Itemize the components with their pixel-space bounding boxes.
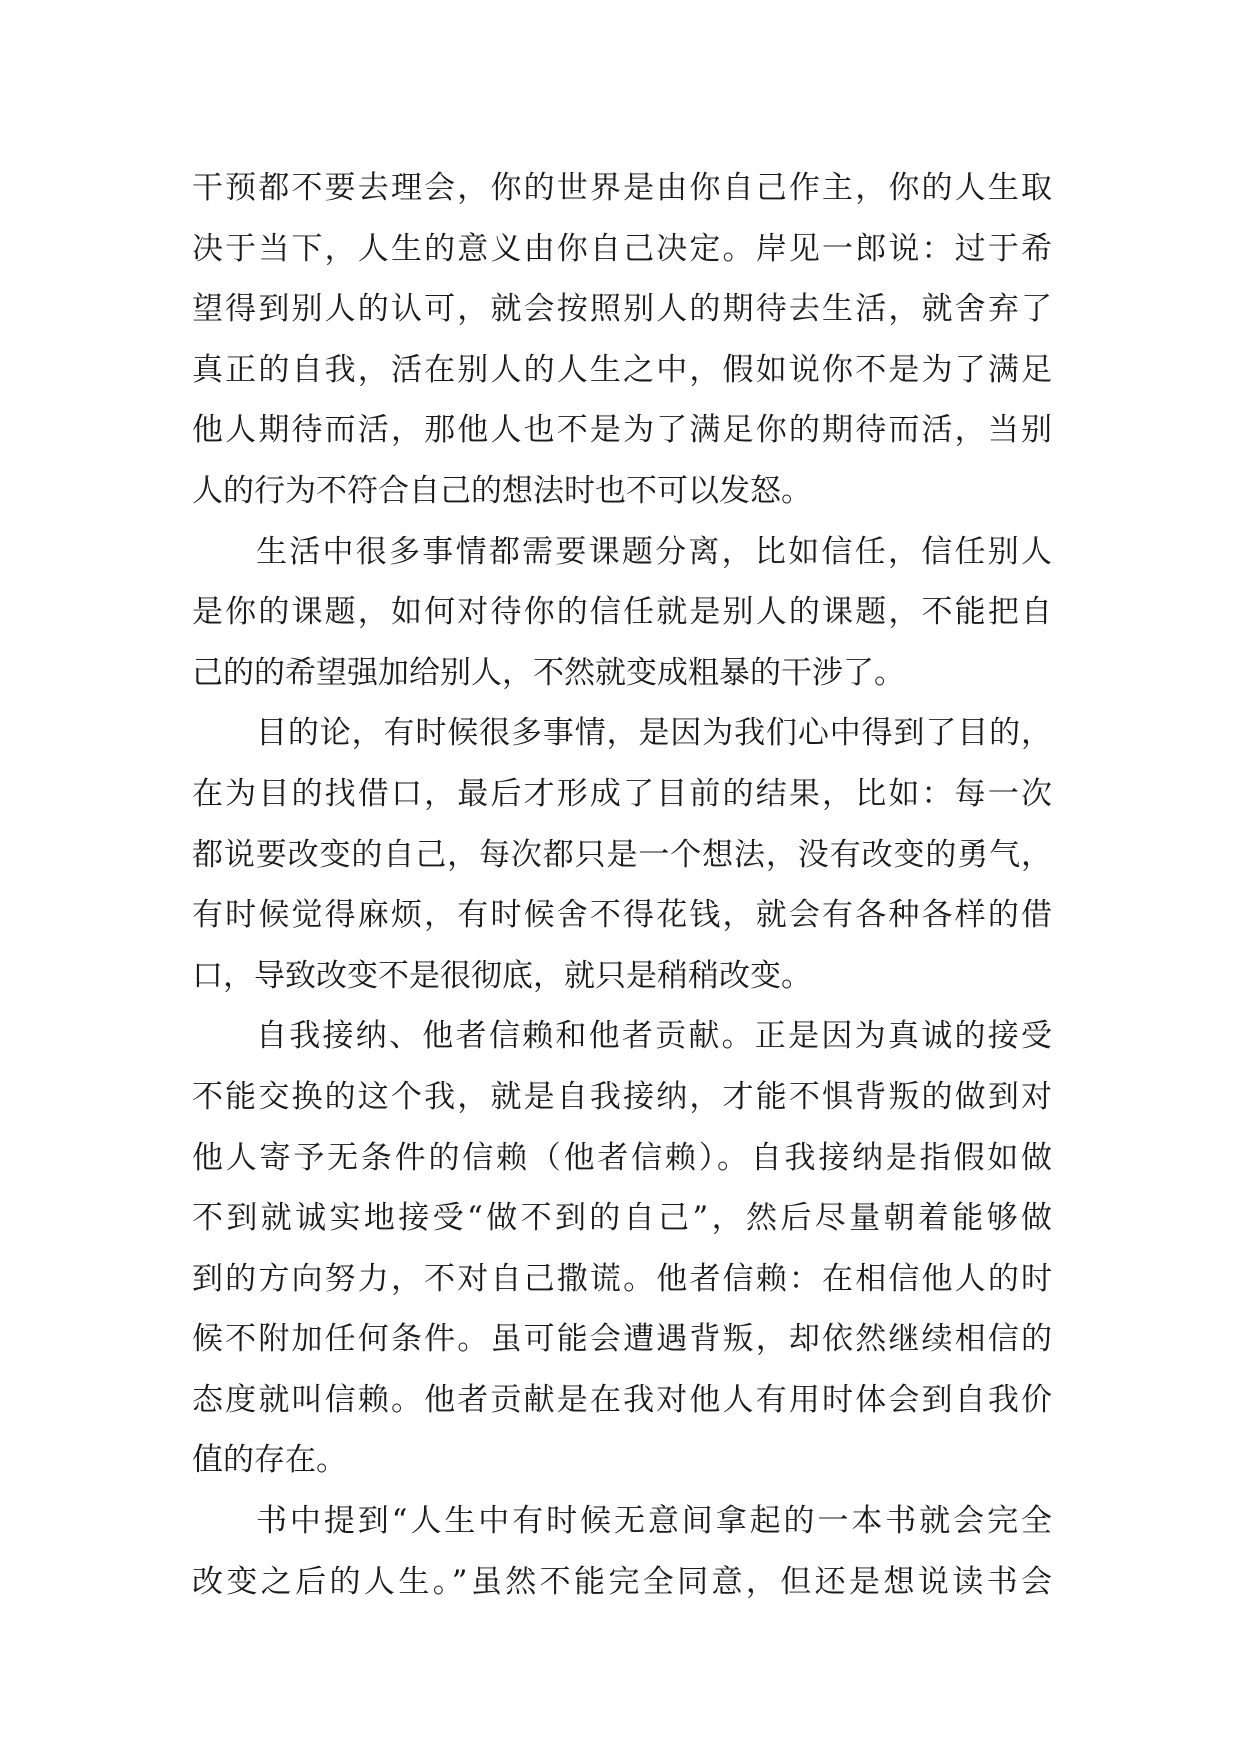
text-line: 书中提到“人生中有时候无意间拿起的一本书就会完全 xyxy=(256,1503,1052,1540)
text-line: 人的行为不符合自己的想法时也不可以发怒。 xyxy=(192,472,812,509)
text-line: 望得到别人的认可，就会按照别人的期待去生活，就舍弃了 xyxy=(192,291,1052,328)
text-line: 值的存在。 xyxy=(192,1442,347,1479)
text-line: 不到就诚实地接受“做不到的自己”，然后尽量朝着能够做 xyxy=(192,1200,1052,1237)
text-line: 干预都不要去理会，你的世界是由你自己作主，你的人生取 xyxy=(192,170,1052,206)
text-line: 不能交换的这个我，就是自我接纳，才能不惧背叛的做到对 xyxy=(192,1078,1052,1115)
text-line: 自我接纳、他者信赖和他者贡献。正是因为真诚的接受 xyxy=(256,1018,1052,1055)
text-line: 是你的课题，如何对待你的信任就是别人的课题，不能把自 xyxy=(192,594,1052,631)
paragraph-2 xyxy=(192,522,1052,704)
text-line: 决于当下，人生的意义由你自己决定。岸见一郎说：过于希 xyxy=(192,230,1052,267)
text-line: 有时候觉得麻烦，有时候舍不得花钱，就会有各种各样的借 xyxy=(192,897,1052,934)
text-line: 真正的自我，活在别人的人生之中，假如说你不是为了满足 xyxy=(192,351,1052,388)
text-line: 目的论，有时候很多事情，是因为我们心中得到了目的， xyxy=(256,715,1052,752)
paragraph-3 xyxy=(192,703,1052,1006)
text-line: 都说要改变的自己，每次都只是一个想法，没有改变的勇气， xyxy=(192,836,1052,873)
paragraph-1 xyxy=(192,158,1052,522)
paragraph-5 xyxy=(192,1491,1052,1612)
text-line: 他人寄予无条件的信赖（他者信赖）。自我接纳是指假如做 xyxy=(192,1139,1052,1176)
text-line: 在为目的找借口，最后才形成了目前的结果，比如：每一次 xyxy=(192,775,1052,812)
text-line: 改变之后的人生。”虽然不能完全同意，但还是想说读书会 xyxy=(192,1563,1052,1600)
text-line: 口，导致改变不是很彻底，就只是稍稍改变。 xyxy=(192,957,812,994)
text-line: 己的的希望强加给别人，不然就变成粗暴的干涉了。 xyxy=(192,654,905,691)
text-line: 他人期待而活，那他人也不是为了满足你的期待而活，当别 xyxy=(192,412,1052,449)
body-text xyxy=(192,158,1052,1612)
text-line: 候不附加任何条件。虽可能会遭遇背叛，却依然继续相信的 xyxy=(192,1321,1052,1358)
text-line: 态度就叫信赖。他者贡献是在我对他人有用时体会到自我价 xyxy=(192,1381,1052,1418)
text-line: 生活中很多事情都需要课题分离，比如信任，信任别人 xyxy=(256,533,1052,570)
text-line: 到的方向努力，不对自己撒谎。他者信赖：在相信他人的时 xyxy=(192,1260,1052,1297)
paragraph-4 xyxy=(192,1006,1052,1491)
